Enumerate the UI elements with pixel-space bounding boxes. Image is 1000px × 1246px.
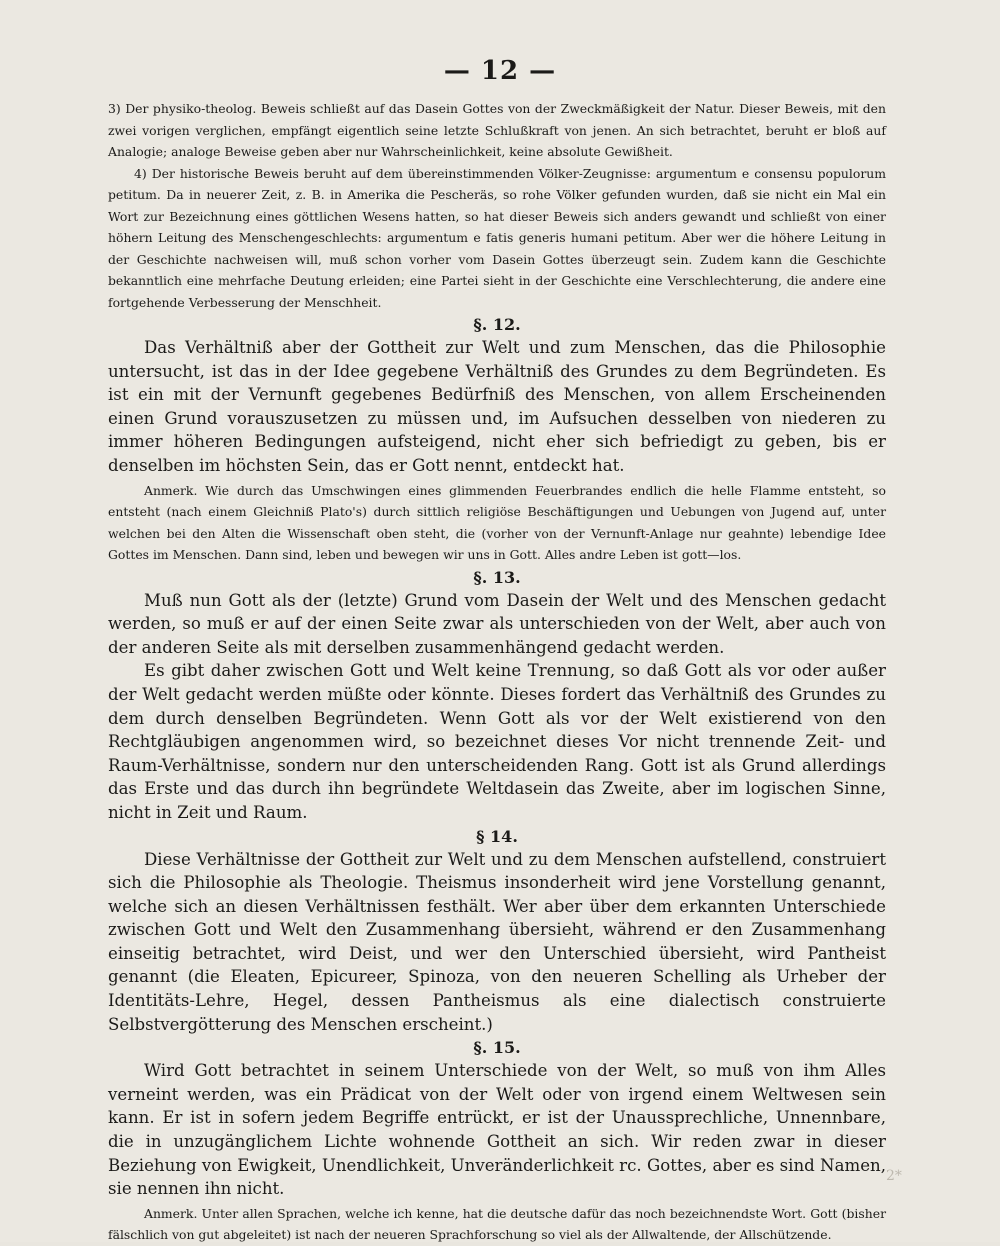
signature-mark: 2* — [886, 1168, 902, 1184]
section-13-text-1: Muß nun Gott als der (letzte) Grund vom Dasein der Welt und des Menschen gedacht werden, so muß er auf der einen Seite zwar als unterschieden von der Welt, aber auch von der anderen Seite als mit derselben zusammenhängend gedacht werden. — [108, 590, 886, 657]
section-13-heading: §. 13. — [473, 567, 521, 587]
page-content — [108, 98, 886, 1246]
section-15-note: Anmerk. Unter allen Sprachen, welche ich kenne, hat die deutsche dafür das noch bezeichnendste Wort. Gott (bisher fälschlich von gut abgeleitet) ist nach der neueren Sprachforschung so viel als der Allwaltende, der Allschützende. — [108, 1205, 886, 1243]
section-15-text: Wird Gott betrachtet in seinem Unterschiede von der Welt, so muß von ihm Alles verneint werden, was ein Prädicat von der Welt oder von irgend einem Weltwesen sein kann. Er ist in sofern jedem Begriffe entrückt, er ist der Unaussprechliche, Unnennbare, die in unzugänglichem Lichte wohnende Gottheit an sich. Wir reden zwar in dieser Beziehung von Ewigkeit, Unendlichkeit, Unveränderlichkeit rc. Gottes, aber es sind Namen, sie nennen ihn nicht. — [108, 1061, 886, 1199]
section-14-text: Diese Verhältnisse der Gottheit zur Welt und zu dem Menschen aufstellend, construiert sich die Philosophie als Theologie. Theismus insonderheit wird jene Vorstellung genannt, welche sich an diesen Verhältnissen festhält. Wer aber über dem erkannten Unterschiede zwischen Gott und Welt den Zusammenhang übersieht, während er den Zusammenhang einseitig betrachtet, wird Deist, und wer den Unterschied übersieht, wird Pantheist genannt (die Eleaten, Epicureer, Spinoza, von den neueren Schelling als Urheber der Identitäts-Lehre, Hegel, dessen Pantheismus als eine dialectisch construierte Selbstvergötterung des Menschen erscheint.) — [108, 849, 886, 1034]
section-14-heading: § 14. — [476, 826, 518, 846]
page-number: — 12 — — [443, 56, 557, 86]
section-12-note: Anmerk. Wie durch das Umschwingen eines glimmenden Feuerbrandes endlich die helle Flamme entsteht, so entsteht (nach einem Gleichniß Plato's) durch sittlich religiöse Beschäftigungen und Uebungen von Jugend auf, unter welchen bei den Alten die Wissenschaft oben steht, die (vorher von der Vernunft-Anlage nur geahnte) lebendige Idee Gottes im Menschen. Dann sind, leben und bewegen wir uns in Gott. Alles andre Leben ist gott—los. — [108, 482, 886, 563]
section-15-heading: §. 15. — [473, 1038, 521, 1058]
proofs-list — [108, 98, 886, 313]
section-12-heading: §. 12. — [473, 315, 521, 334]
section-13-text-2: Es gibt daher zwischen Gott und Welt keine Trennung, so daß Gott als vor oder außer der Welt gedacht werden müßte oder könnte. Dieses fordert das Verhältniß des Grundes zu dem durch denselben Begründeten. Wenn Gott als vor der Welt existierend von den Rechtgläubigen angenommen wird, so bezeichnet dieses Vor nicht trennende Zeit- und Raum-Verhältnisse, sondern nur den unterscheidenden Rang. Gott ist als Grund allerdings das Erste und das durch ihn begründete Weltdasein das Zweite, aber im logischen Sinne, nicht in Zeit und Raum. — [108, 661, 886, 822]
section-12-text: Das Verhältniß aber der Gottheit zur Welt und zum Menschen, das die Philosophie untersucht, ist das in der Idee gegebene Verhältniß des Grundes zu dem Begründeten. Es ist ein mit der Vernunft gegebenes Bedürfniß des Menschen, von allem Erscheinenden einen Grund vorauszusetzen zu müssen und, im Aufsuchen desselben von niederen zu immer höheren Bedingungen aufsteigend, nicht eher sich befriedigt zu geben, bis er denselben im höchsten Sein, das er Gott nennt, entdeckt hat. — [108, 338, 886, 475]
proof-3-paragraph: 3) Der physiko-theolog. Beweis schließt auf das Dasein Gottes von der Zweckmäßigkeit der Natur. Dieser Beweis, mit den zwei vorigen verglichen, empfängt eigentlich seine letzte Schlußkraft von jenen. An sich betrachtet, beruht er bloß auf Analogie; analoge Beweise geben aber nur Wahrscheinlichkeit, keine absolute Gewißheit. — [108, 101, 886, 159]
proof-4-paragraph: 4) Der historische Beweis beruht auf dem übereinstimmenden Völker-Zeugnisse: argumentum e consensu populorum petitum. Da in neuerer Zeit, z. B. in Amerika die Pescheräs, so rohe Völker gefunden wurden, daß sie nicht ein Mal ein Wort zur Bezeichnung eines göttlichen Wesens hatten, so hat dieser Beweis sich anders gewandt und schließt von einer höhern Leitung des Menschengeschlechts: argumentum e fatis generis humani petitum. Aber wer die höhere Leitung in der Geschichte nachweisen will, muß schon vorher vom Dasein Gottes überzeugt sein. Zudem kann die Geschichte bekanntlich eine mehrfache Deutung erleiden; eine Partei sieht in der Geschichte eine Verschlechterung, die andere eine fortgehende Verbesserung der Menschheit. — [108, 165, 886, 310]
